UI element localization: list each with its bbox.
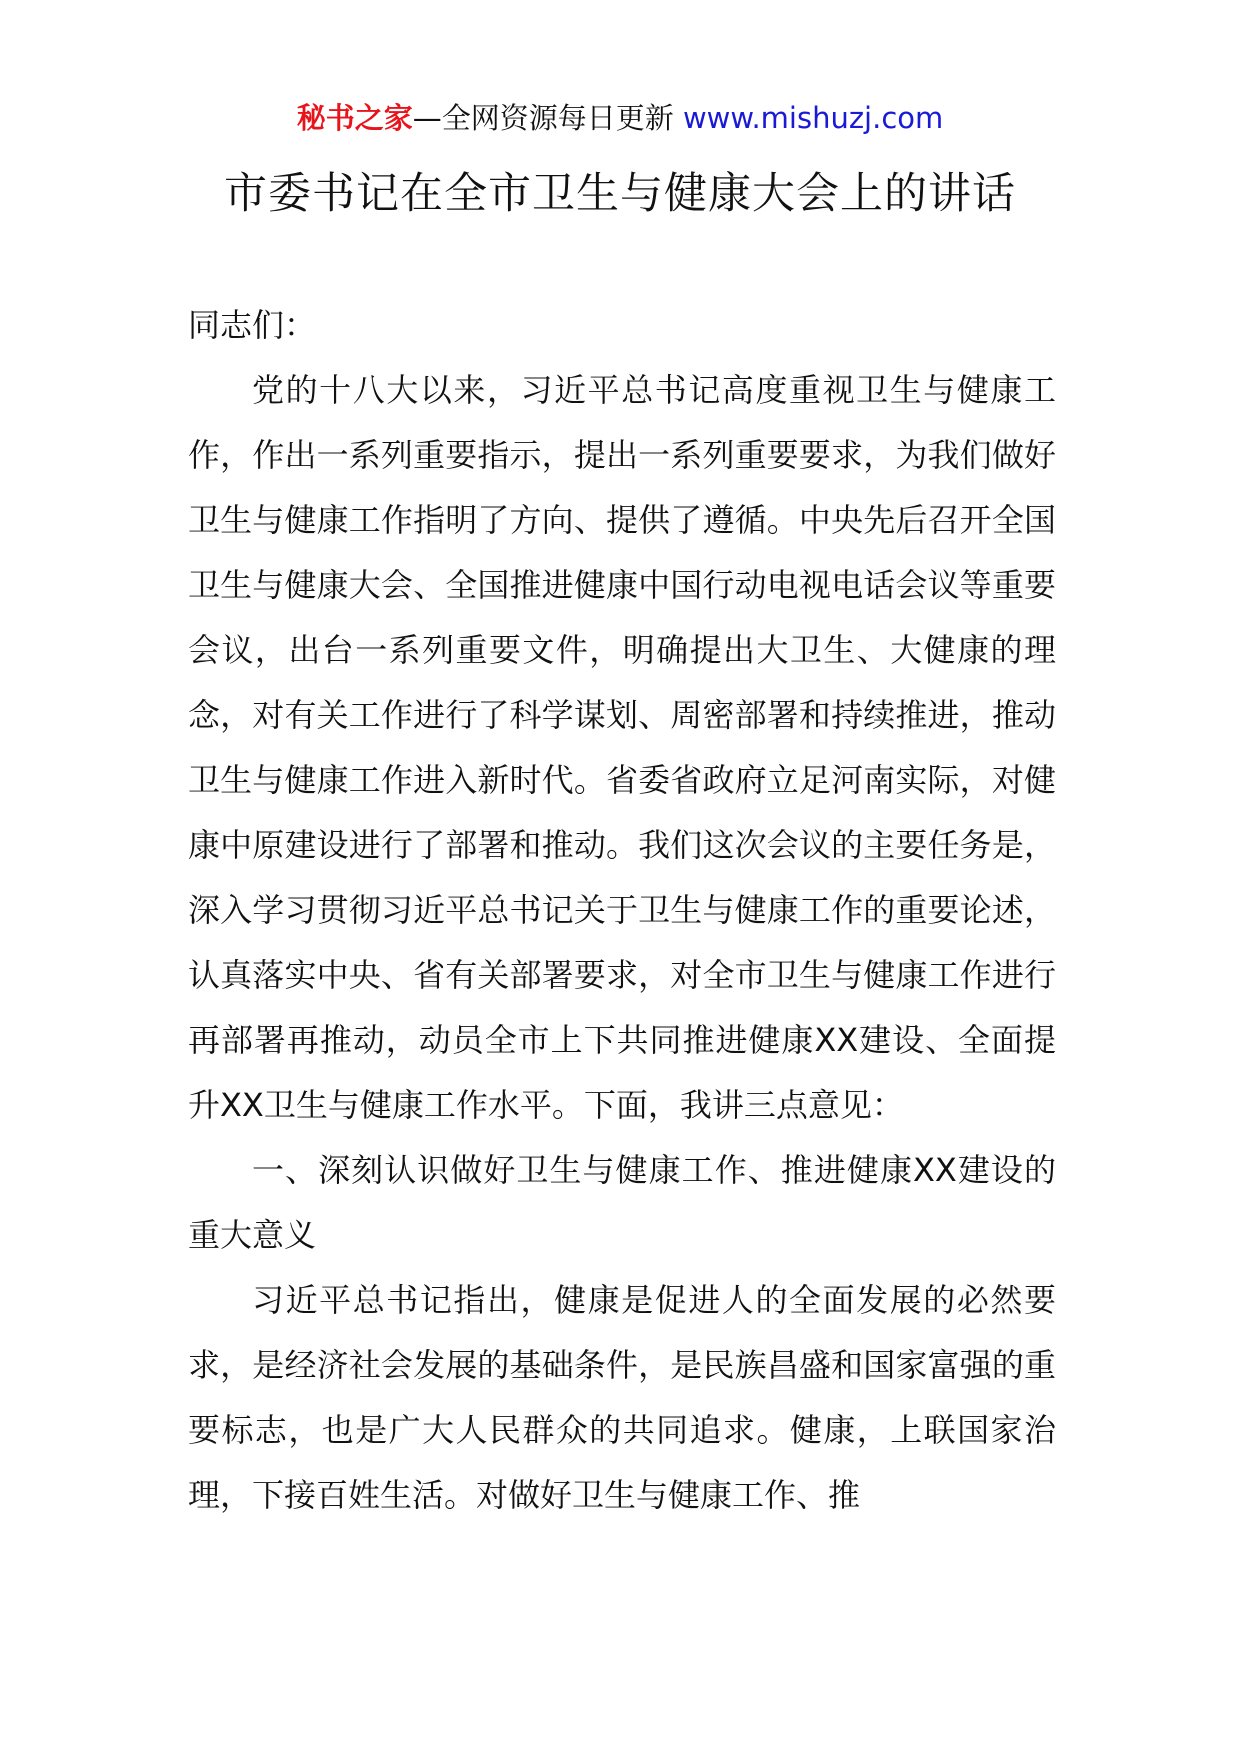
document-title: 市委书记在全市卫生与健康大会上的讲话	[224, 169, 1016, 219]
brand-name: 秘书之家	[296, 101, 413, 135]
header-tagline: —全网资源每日更新	[412, 101, 683, 135]
paragraph: 党的十八大以来，习近平总书记高度重视卫生与健康工作，作出一系列重要指示，提出一系列重要要求，为我们做好卫生与健康工作指明了方向、提供了遵循。中央先后召开全国卫生与健康大会、全国推进健康中国行动电视电话会议等重要会议，出台一系列重要文件，明确提出大卫生、大健康的理念，对有关工作进行了科学谋划、周密部署和持续推进，推动卫生与健康工作进入新时代。省委省政府立足河南实际，对健康中原建设进行了部署和推动。我们这次会议的主要任务是，深入学习贯彻习近平总书记关于卫生与健康工作的重要论述，认真落实中央、省有关部署要求，对全市卫生与健康工作进行再部署再推动，动员全市上下共同推进健康XX建设、全面提升XX卫生与健康工作水平。下面，我讲三点意见：	[188, 371, 1056, 1124]
website-link[interactable]: www.mishuzj.com	[682, 101, 944, 135]
site-header	[0, 98, 1240, 138]
paragraph: 习近平总书记指出，健康是促进人的全面发展的必然要求，是经济社会发展的基础条件，是民族昌盛和国家富强的重要标志，也是广大人民群众的共同追求。健康，上联国家治理，下接百姓生活。对做好卫生与健康工作、推	[188, 1281, 1056, 1514]
section-heading: 一、深刻认识做好卫生与健康工作、推进健康XX建设的重大意义	[188, 1151, 1056, 1254]
document-body	[188, 293, 1056, 1528]
salutation: 同志们：	[188, 306, 317, 344]
